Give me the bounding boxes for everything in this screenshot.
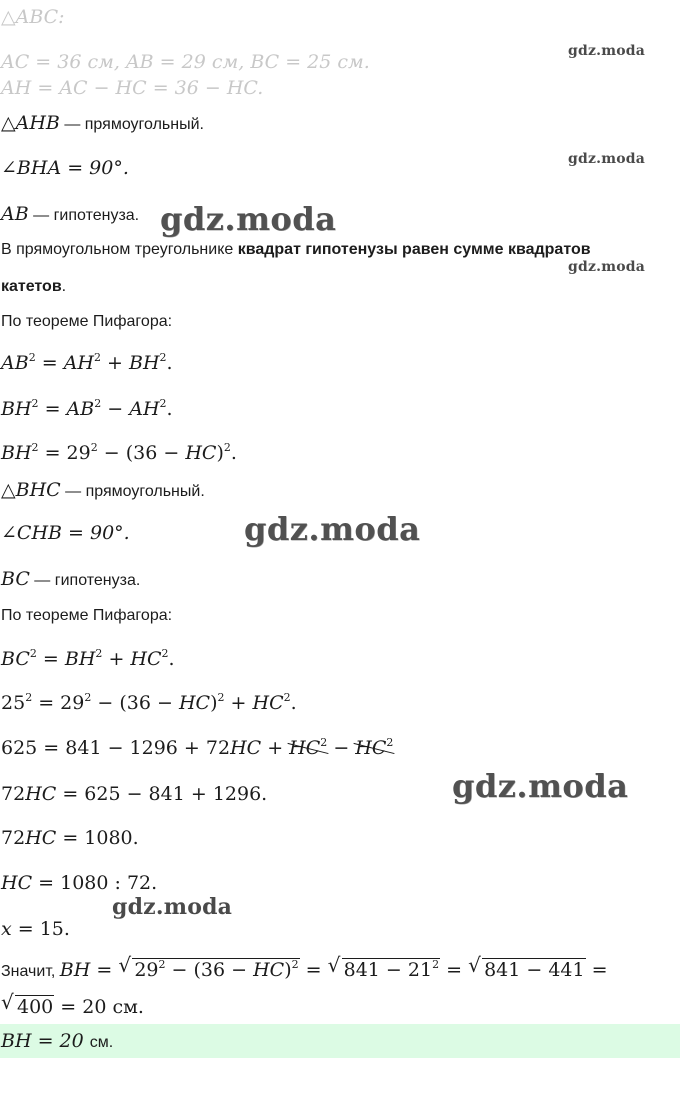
equation-hc-division: HC = 1080 : 72. (1, 872, 158, 894)
hypotenuse-ab-text: — гипотенуза. (28, 207, 140, 224)
triangle-ahb-text: — прямоугольный. (59, 116, 204, 133)
equation-25-squared: $25^2 = 29^2 - (36 - HC)^2 + HC^2$. (1, 691, 297, 714)
theorem-intro: В прямоугольном треугольнике (1, 241, 238, 258)
equation-72hc-sum: 72HC = 625 − 841 + 1296. (1, 783, 268, 805)
conclusion-line1: Значит, BH = √ $29^2 - (36 - HC)^2$ = √ $841 - 21^2$ = √ 841 − 441 = (1, 958, 608, 983)
theorem-statement-line1 (1, 239, 591, 261)
angle-chb: ∠CHB = 90°. (1, 522, 130, 544)
conclusion-result: = 20 см. (54, 996, 144, 1018)
sqrt-expression-3: √ 841 − 441 (468, 958, 586, 981)
conclusion-line2 (1, 995, 144, 1020)
given-lengths: AC = 36 см, AB = 29 см, BC = 25 см. (1, 51, 370, 73)
angle-bha: ∠BHA = 90°. (1, 157, 129, 179)
cancelled-term-2: $HC^2$ (355, 736, 394, 759)
cancelled-term-1: $HC^2$ (289, 736, 328, 759)
triangle-bhc-symbol: △BHC (1, 479, 61, 501)
watermark-medium: gdz.moda (112, 894, 233, 920)
watermark-small-3: gdz.moda (568, 259, 646, 275)
theorem-bold-2: катетов (1, 278, 62, 295)
ah-expression: AH = AC − HC = 36 − HC. (1, 77, 264, 99)
triangle-abc-heading: △ABC: (1, 6, 65, 28)
watermark-small-2: gdz.moda (568, 151, 646, 167)
equation-ab-squared: $AB^2 = AH^2 + BH^2$. (1, 351, 173, 374)
watermark-big-2: gdz.moda (244, 510, 421, 548)
equation-x-15: x = 15. (1, 918, 70, 940)
bc-symbol: BC (1, 568, 30, 590)
sqrt-expression-2: √ $841 - 21^2$ (328, 958, 440, 981)
hypotenuse-bc-statement (1, 568, 140, 592)
triangle-bhc-text: — прямоугольный. (60, 483, 205, 500)
equation-bc-squared: $BC^2 = BH^2 + HC^2$. (1, 647, 175, 670)
triangle-ahb-statement (1, 112, 204, 136)
sqrt-400: √ 400 (1, 995, 54, 1018)
hypotenuse-ab-statement (1, 203, 139, 227)
watermark-big-3: gdz.moda (452, 767, 629, 805)
watermark-big-1: gdz.moda (160, 200, 337, 238)
answer-highlight (0, 1024, 680, 1058)
equation-bh-squared: $BH^2 = AB^2 - AH^2$. (1, 397, 173, 420)
answer-line (1, 1030, 113, 1054)
pythagoras-heading-1: По теореме Пифагора: (1, 313, 173, 330)
answer-math: BH = 20 (1, 1030, 90, 1052)
ab-symbol: AB (1, 203, 29, 225)
conclusion-word: Значит, (1, 963, 60, 980)
theorem-bold-1: квадрат гипотенузы равен сумме квадратов (237, 241, 591, 258)
triangle-ahb-symbol: △AHB (1, 112, 60, 134)
watermark-small-1: gdz.moda (568, 43, 646, 59)
equation-72hc-1080: 72HC = 1080. (1, 827, 139, 849)
theorem-period: . (61, 278, 67, 295)
theorem-statement-line2 (1, 276, 66, 298)
equation-bh-substituted: $BH^2 = 29^2 - (36 - HC)^2$. (1, 441, 237, 464)
triangle-bhc-statement (1, 479, 205, 503)
hypotenuse-bc-text: — гипотенуза. (29, 572, 141, 589)
pythagoras-heading-2: По теореме Пифагора: (1, 607, 173, 624)
sqrt-expression-1: √ $29^2 - (36 - HC)^2$ (118, 958, 299, 981)
equation-625: $625 = 841 - 1296 + 72HC + HC^2 - HC^2$ (1, 736, 394, 759)
answer-unit: см. (89, 1034, 114, 1051)
